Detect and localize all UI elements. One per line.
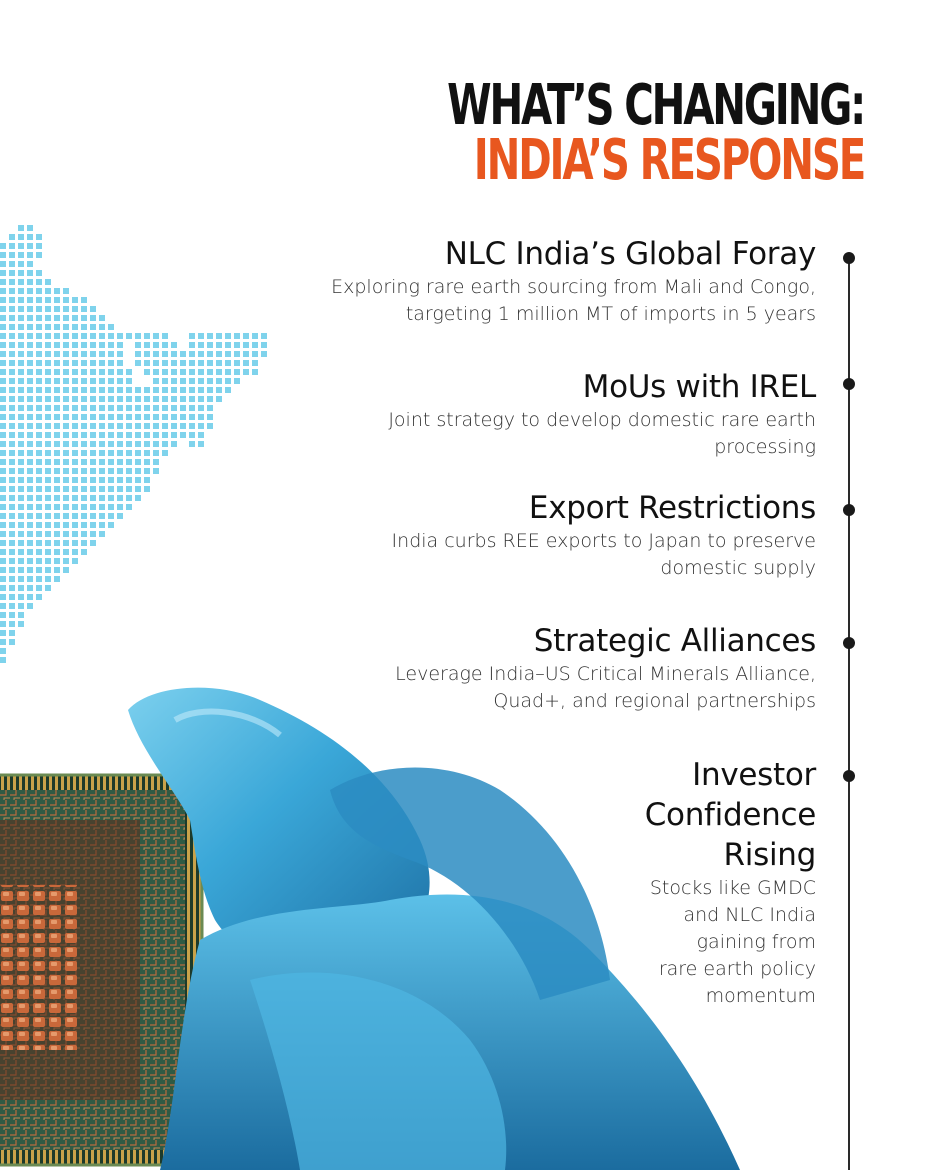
item-title: Strategic Alliances xyxy=(533,623,816,659)
item-description-line: Exploring rare earth sourcing from Mali and Congo, xyxy=(331,276,816,298)
item-title-line: Confidence xyxy=(644,797,816,833)
title-line-1: WHAT’S CHANGING: xyxy=(447,73,864,138)
timeline-dot xyxy=(843,637,855,649)
item-description-line: Leverage India–US Critical Minerals Alliance, xyxy=(395,663,816,685)
timeline-dot xyxy=(843,504,855,516)
item-description-line: targeting 1 million MT of imports in 5 years xyxy=(405,303,816,325)
item-title: Export Restrictions xyxy=(528,490,816,526)
timeline-item xyxy=(395,621,816,715)
page-title xyxy=(447,73,864,193)
title-line-2: INDIA’S RESPONSE xyxy=(473,128,864,193)
item-description-line: gaining from xyxy=(696,931,816,953)
item-description xyxy=(331,274,816,328)
item-title: MoUs with IREL xyxy=(582,369,816,405)
item-title-line: Investor xyxy=(692,757,816,793)
item-description-line: and NLC India xyxy=(683,904,816,926)
item-title-line: Rising xyxy=(723,837,816,873)
timeline-dot xyxy=(843,770,855,782)
timeline-item xyxy=(388,367,816,461)
item-description-line: Quad+, and regional partnerships xyxy=(493,690,816,712)
item-description xyxy=(392,528,816,582)
timeline-item xyxy=(392,488,816,582)
item-title xyxy=(645,755,816,875)
item-description-line: momentum xyxy=(705,985,816,1007)
timeline-item xyxy=(645,755,816,1010)
item-title: NLC India’s Global Foray xyxy=(444,236,816,272)
timeline-dot xyxy=(843,252,855,264)
item-description xyxy=(388,407,816,461)
timeline-line xyxy=(848,258,850,1170)
timeline-dot xyxy=(843,378,855,390)
item-description-line: Stocks like GMDC xyxy=(649,877,816,899)
item-description-line: domestic supply xyxy=(660,557,816,579)
india-dot-map-image xyxy=(0,225,290,670)
item-description-line: Joint strategy to develop domestic rare earth xyxy=(388,409,816,431)
item-description xyxy=(395,661,816,715)
item-description xyxy=(645,875,816,1010)
item-description-line: rare earth policy xyxy=(658,958,816,980)
item-description-line: India curbs REE exports to Japan to preserve xyxy=(391,530,816,552)
timeline-item xyxy=(331,234,816,328)
item-description-line: processing xyxy=(714,436,816,458)
